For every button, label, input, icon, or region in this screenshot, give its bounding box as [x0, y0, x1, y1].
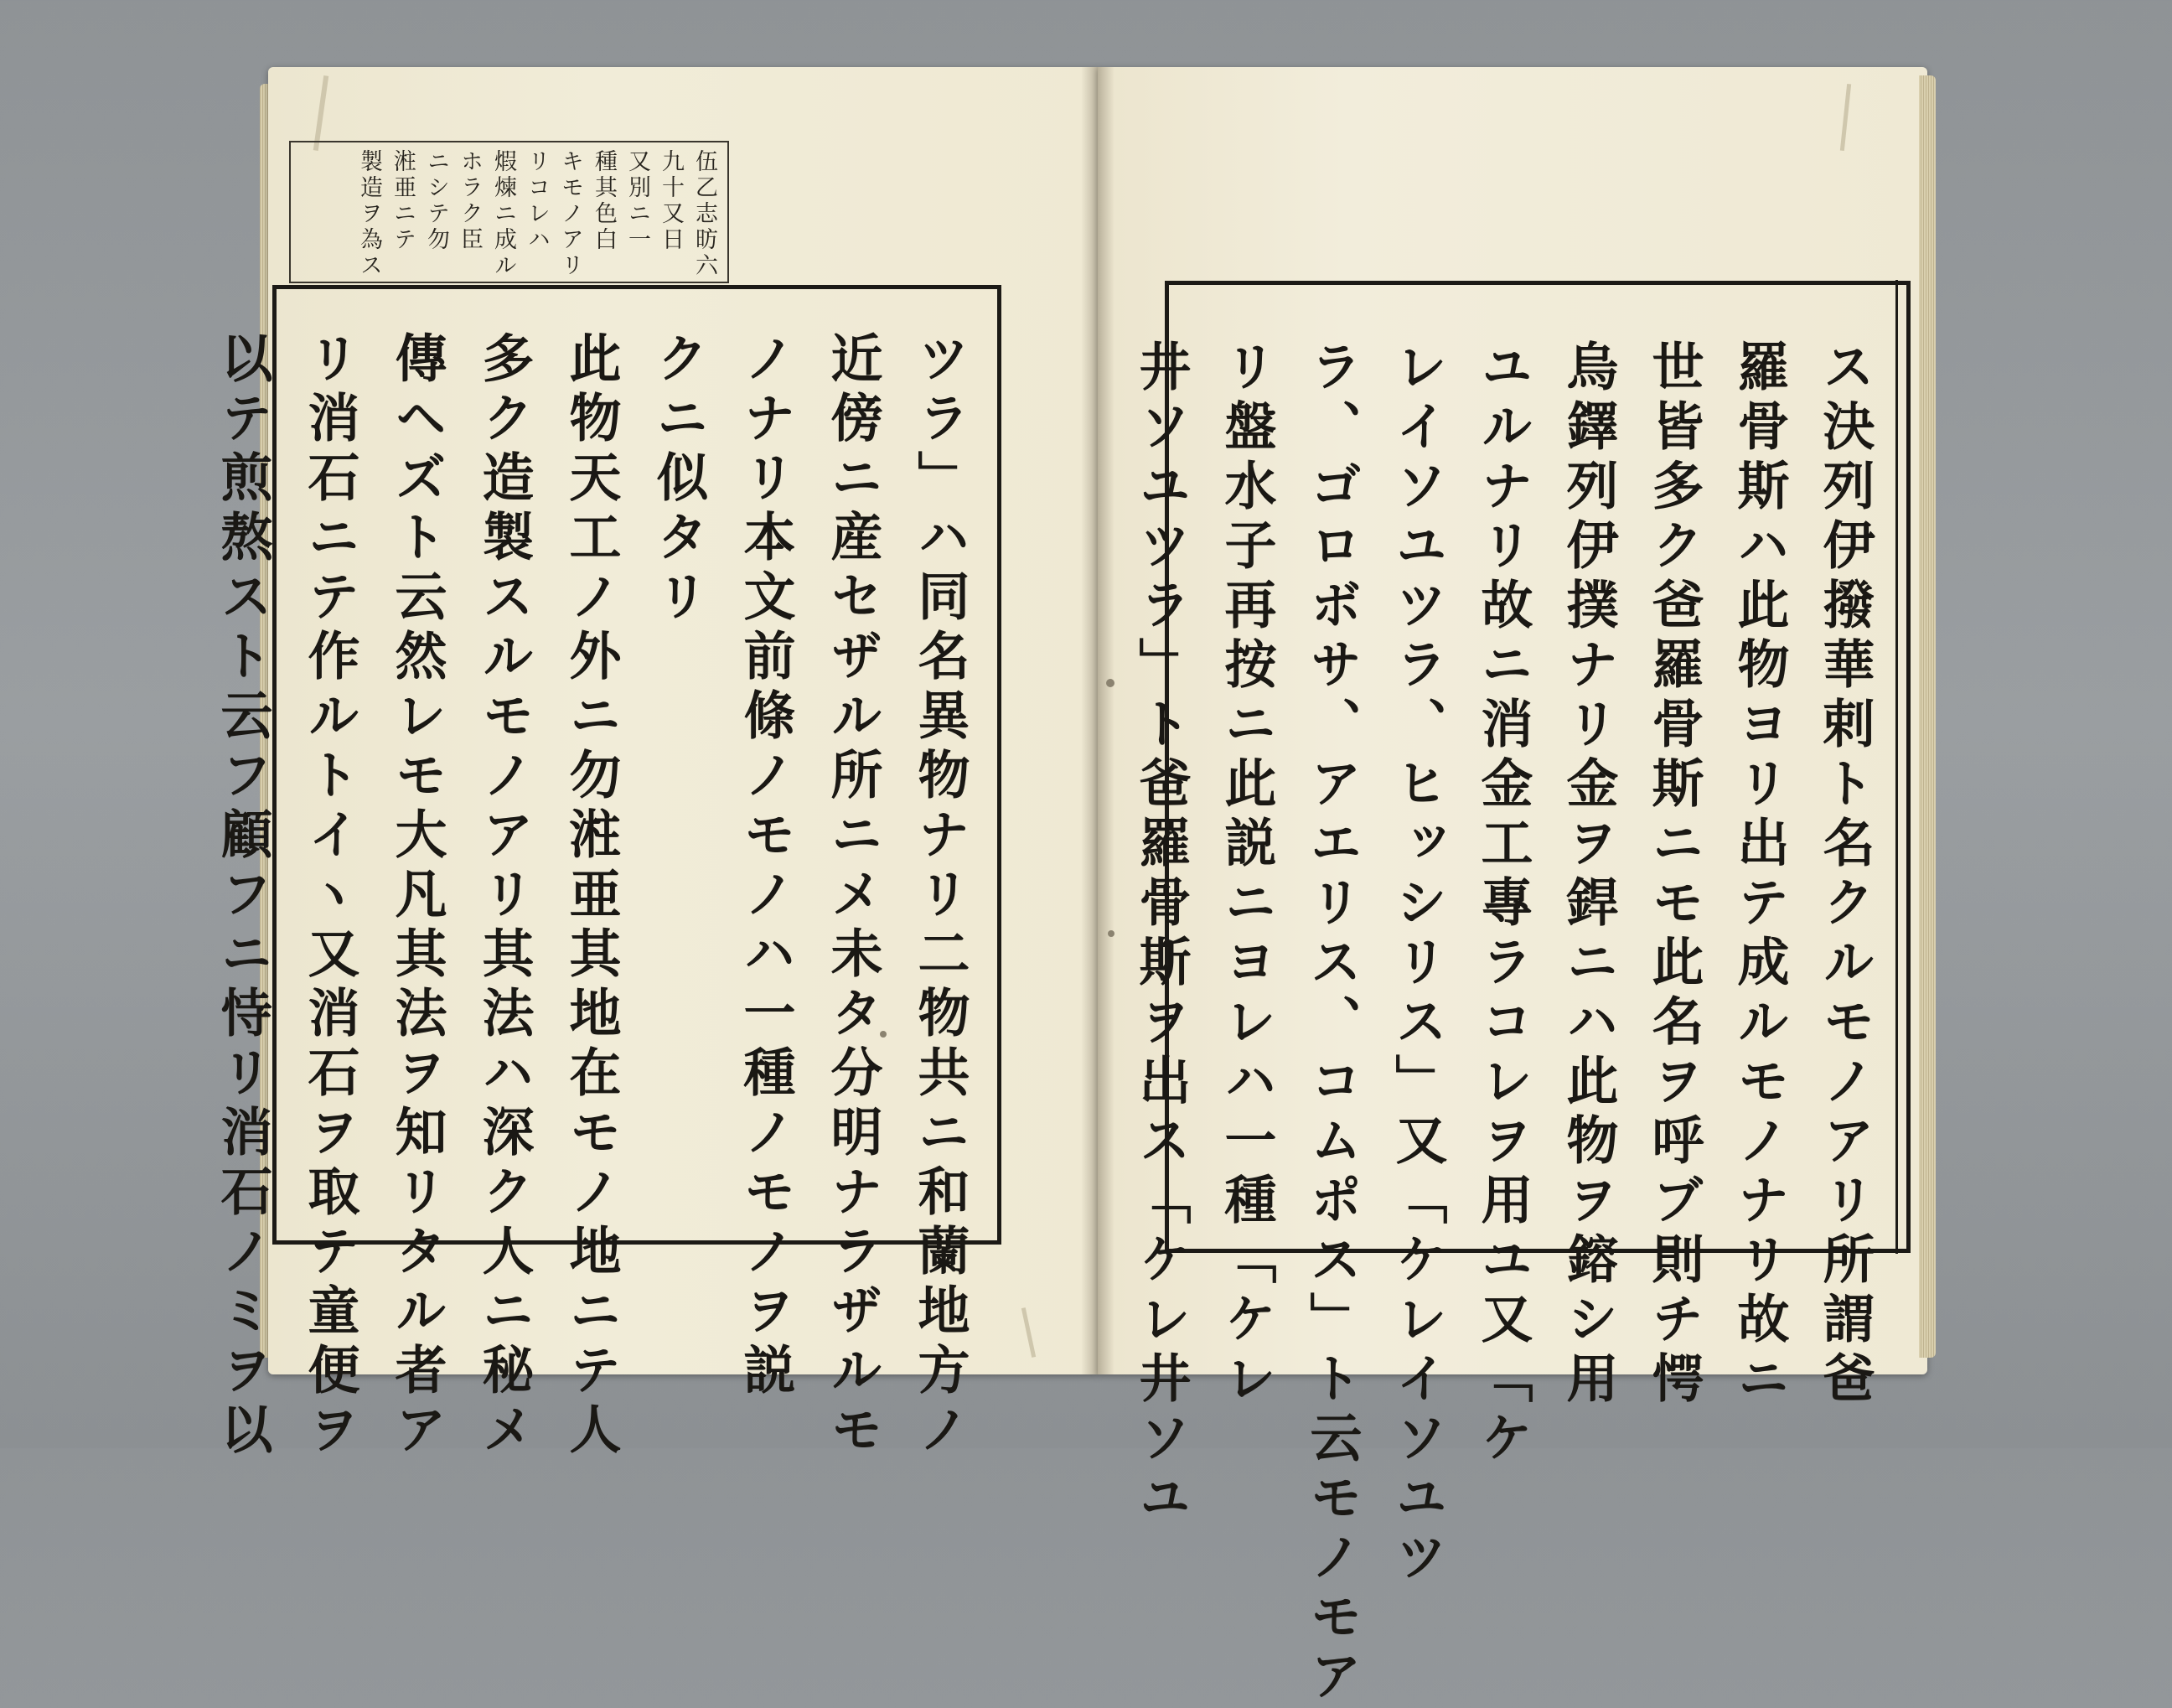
headnote-column: 又別ニ一 [624, 149, 650, 253]
text-column: 以テ煎熬スト云フ顧フニ恃リ消石ノミヲ以 [212, 331, 273, 1462]
headnote-box [289, 141, 729, 283]
headnote-column: 種其色白 [591, 149, 617, 253]
book-gutter [1081, 67, 1114, 1374]
headnote-column: 九十又日 [658, 149, 684, 253]
paper-stain [1108, 930, 1114, 937]
headnote-column: ホラク臣 [457, 149, 483, 253]
headnote-column: 煆煉ニ成ル [490, 149, 516, 279]
text-column: 羅骨斯ハ此物ヨリ出テ成ルモノナリ故ニ [1729, 339, 1790, 1410]
text-column: ノナリ本文前條ノモノハ一種ノモノヲ説 [735, 331, 796, 1402]
headnote-column: リコレハ [524, 149, 550, 253]
text-column: リ消石ニテ作ルトイヽ又消石ヲ取テ童便ヲ [299, 331, 360, 1462]
text-column: ユルナリ故ニ消金工專ラコレヲ用ユ又「ケ [1472, 339, 1533, 1470]
text-column: ス決列伊撥華剌ト名クルモノアリ所謂爸 [1814, 339, 1875, 1410]
left-page-text [212, 331, 980, 1462]
paper-stain [1106, 679, 1114, 687]
text-column: 世皆多ク爸羅骨斯ニモ此名ヲ呼ブ則チ愕 [1643, 339, 1704, 1410]
text-column: クニ似タリ [648, 331, 709, 629]
right-page-edges [1919, 75, 1936, 1358]
text-column: 此物天工ノ外ニ勿㴤亜其地在モノ地ニテ人 [561, 331, 622, 1462]
headnote-column: ニシテ勿 [423, 149, 449, 253]
headnote-column: キモノアリ [557, 149, 583, 279]
text-column: ラ、ゴロボサ、アエリス、コムポス」ト云モノモア [1301, 339, 1363, 1708]
text-column: 烏鐸列伊撲ナリ金ヲ銲ニハ此物ヲ鎔シ用 [1558, 339, 1619, 1410]
text-column: 近傍ニ産セザル所ニメ未タ分明ナラザルモ [822, 331, 883, 1462]
headnote-column: 伍乙志昉六 [691, 149, 717, 279]
text-column: ツラ」ハ同名異物ナリ二物共ニ和蘭地方ノ [909, 331, 970, 1462]
headnote-column: 製造ヲ為ス [356, 149, 382, 279]
right-page-text [1130, 339, 1885, 1708]
text-column: リ盤水子再按ニ此説ニヨレハ一種「ケレ [1216, 339, 1277, 1410]
text-column: レイソユツラ、ヒッシリス」又「ケレイソユツ [1387, 339, 1448, 1589]
text-column: 井ソユツラ」ト爸羅骨斯ヲ出ス「ケレ井ソユ [1130, 339, 1192, 1529]
text-column: 傳ヘズト云然レモ大凡其法ヲ知リタル者ア [386, 331, 447, 1462]
text-column: 多ク造製スルモノアリ其法ハ深ク人ニ秘メ [473, 331, 535, 1462]
headnote-column: 㴤亜ニテ [390, 149, 416, 253]
